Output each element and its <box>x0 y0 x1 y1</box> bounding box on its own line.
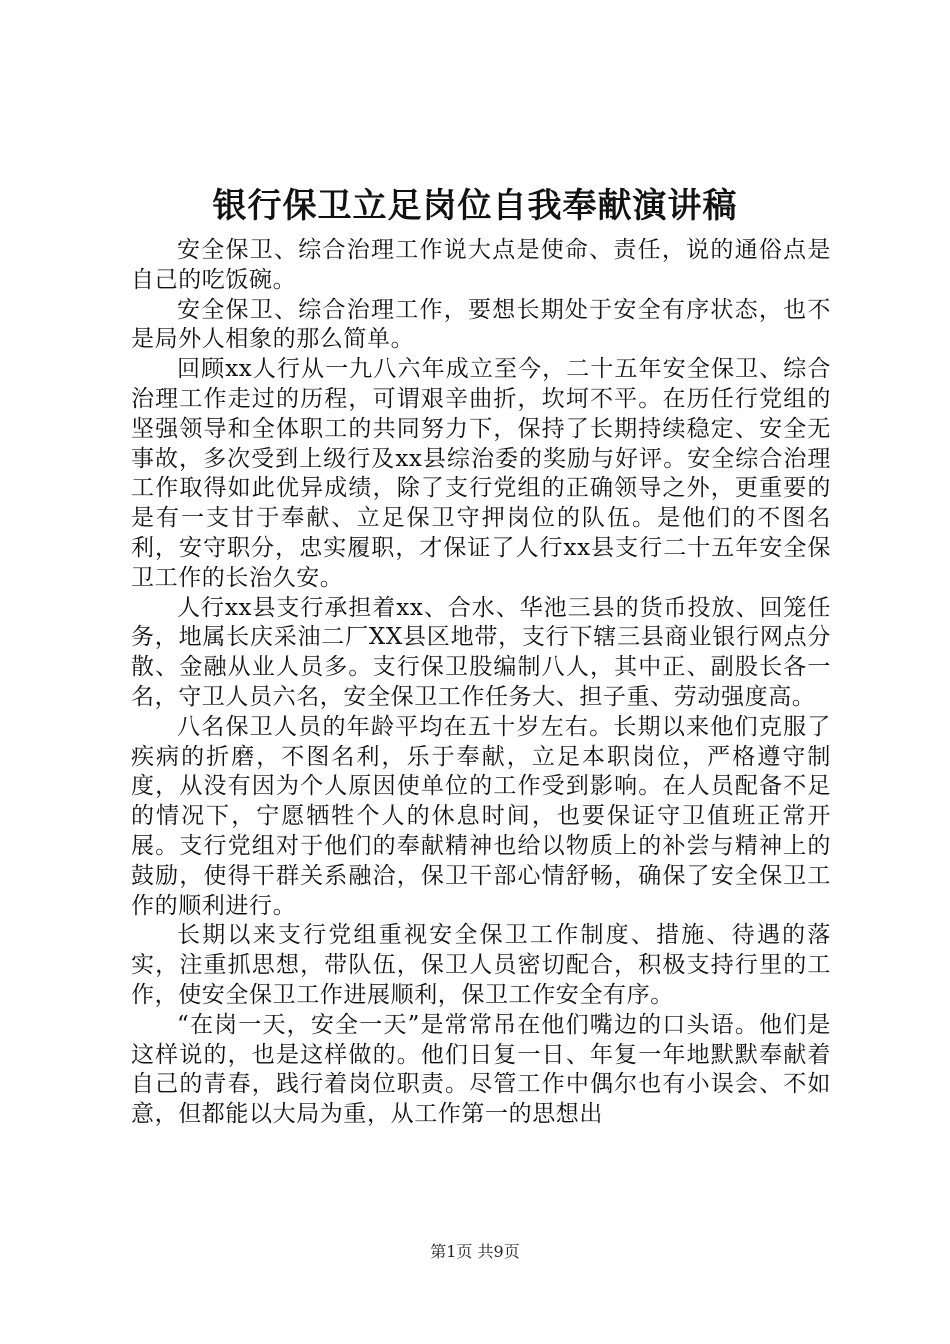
paragraph-4: 人行xx县支行承担着xx、合水、华池三县的货币投放、回笼任务，地属长庆采油二厂XX县区地带，支行下辖三县商业银行网点分散、金融从业人员多。支行保卫股编制八人，其中正、副股长各一名，守卫人员六名，安全保卫工作任务大、担子重、劳动强度高。 <box>131 594 831 710</box>
paragraph-2: 安全保卫、综合治理工作，要想长期处于安全有序状态，也不是局外人相象的那么简单。 <box>131 296 831 353</box>
page-footer <box>0 1241 950 1263</box>
paragraph-6: 长期以来支行党组重视安全保卫工作制度、措施、待遇的落实，注重抓思想，带队伍，保卫人员密切配合，积极支持行里的工作，使安全保卫工作进展顺利，保卫工作安全有序。 <box>131 922 831 1008</box>
document-title: 银行保卫立足岗位自我奉献演讲稿 <box>212 186 738 226</box>
document-body <box>131 236 831 1130</box>
page-number-indicator: 第1页 共9页 <box>430 1242 520 1261</box>
paragraph-1: 安全保卫、综合治理工作说大点是使命、责任，说的通俗点是自己的吃饭碗。 <box>131 237 831 293</box>
paragraph-5: 八名保卫人员的年龄平均在五十岁左右。长期以来他们克服了疾病的折磨，不图名利，乐于奉献，立足本职岗位，严格遵守制度，从没有因为个人原因使单位的工作受到影响。在人员配备不足的情况下，宁愿牺牲个人的休息时间，也要保证守卫值班正常开展。支行党组对于他们的奉献精神也给以物质上的补尝与精神上的鼓励，使得干群关系融洽，保卫干部心情舒畅，确保了安全保卫工作的顺利进行。 <box>131 713 831 919</box>
paragraph-3: 回顾xx人行从一九八六年成立至今，二十五年安全保卫、综合治理工作走过的历程，可谓艰辛曲折，坎坷不平。在历任行党组的坚强领导和全体职工的共同努力下，保持了长期持续稳定、安全无事故，多次受到上级行及xx县综治委的奖励与好评。安全综合治理工作取得如此优异成绩，除了支行党组的正确领导之外，更重要的是有一支甘于奉献、立足保卫守押岗位的队伍。是他们的不图名利，安守职分，忠实履职，才保证了人行xx县支行二十五年安全保卫工作的长治久安。 <box>131 356 831 591</box>
paragraph-7: “在岗一天，安全一天”是常常吊在他们嘴边的口头语。他们是这样说的，也是这样做的。他们日复一日、年复一年地默默奉献着自己的青春，践行着岗位职责。尽管工作中偶尔也有小误会、不如意，但都能以大局为重，从工作第一的思想出 <box>131 1011 831 1128</box>
